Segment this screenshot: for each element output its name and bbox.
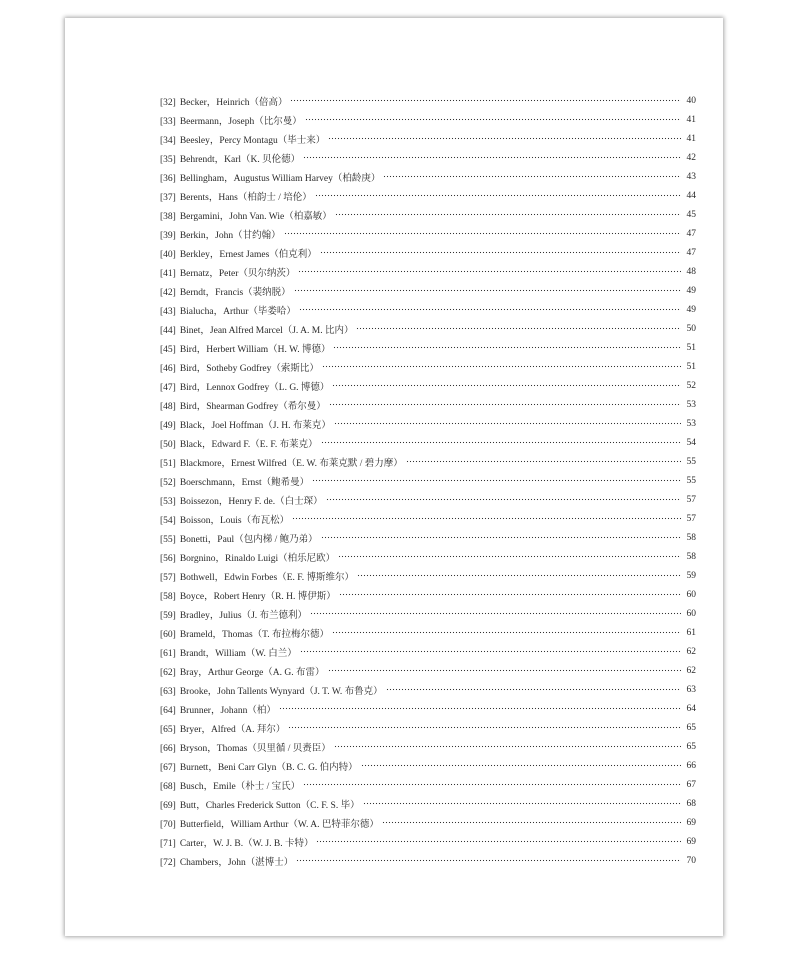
toc-entry-title: Brandt，William（W. 白兰）: [179, 648, 297, 659]
toc-entry: [160, 433, 696, 452]
toc-entry: [160, 243, 696, 262]
toc-entry-page-number: 54: [686, 437, 696, 448]
toc-entry-number: [51]: [160, 458, 176, 469]
toc-entry-label: [160, 455, 403, 469]
toc-entry-title: Bird，Shearman Godfrey（希尔曼）: [179, 401, 326, 412]
toc-entry: [160, 490, 696, 509]
toc-entry-title: Boisson，Louis（布瓦松）: [179, 515, 290, 526]
toc-entry-label: [160, 854, 293, 868]
toc-entry-page-number: 68: [686, 798, 696, 809]
toc-entry-page-number: 58: [686, 532, 696, 543]
dot-leader: [332, 382, 681, 390]
toc-entry-label: [160, 550, 335, 564]
toc-entry-number: [35]: [160, 154, 176, 165]
toc-entry-number: [41]: [160, 268, 176, 279]
toc-entry-label: [160, 721, 285, 735]
toc-entry-title: Carter，W. J. B.（W. J. B. 卡特）: [179, 838, 314, 849]
dot-leader: [382, 819, 681, 827]
dot-leader: [326, 496, 681, 504]
toc-entry-page-number: 41: [686, 114, 696, 125]
dot-leader: [310, 610, 681, 618]
toc-entry-label: [160, 531, 318, 545]
toc-entry-number: [36]: [160, 173, 176, 184]
toc-entry-number: [34]: [160, 135, 176, 146]
toc-entry-title: Brooke，John Tallents Wynyard（J. T. W. 布鲁克）: [179, 686, 383, 697]
toc-entry-number: [44]: [160, 325, 176, 336]
toc-entry-number: [59]: [160, 610, 176, 621]
dot-leader: [339, 591, 681, 599]
toc-entry: [160, 452, 696, 471]
toc-entry-label: [160, 702, 276, 716]
toc-entry-label: [160, 284, 291, 298]
toc-entry-page-number: 43: [686, 171, 696, 182]
toc-entry: [160, 661, 696, 680]
dot-leader: [329, 401, 681, 409]
dot-leader: [303, 154, 681, 162]
dot-leader: [300, 648, 681, 656]
toc-entry-label: [160, 683, 383, 697]
toc-entry-title: Bialucha，Arthur（毕娄哈）: [179, 306, 296, 317]
toc-entry-page-number: 51: [686, 361, 696, 372]
toc-entry-page-number: 45: [686, 209, 696, 220]
toc-entry-page-number: 50: [686, 323, 696, 334]
toc-entry-number: [62]: [160, 667, 176, 678]
toc-entry-number: [48]: [160, 401, 176, 412]
dot-leader: [383, 173, 681, 181]
toc-entry: [160, 319, 696, 338]
toc-entry-number: [38]: [160, 211, 176, 222]
toc-entry: [160, 357, 696, 376]
toc-entry-label: [160, 360, 319, 374]
dot-leader: [386, 686, 681, 694]
toc-entry: [160, 851, 696, 870]
toc-entry: [160, 813, 696, 832]
toc-entry-label: [160, 113, 302, 127]
toc-entry: [160, 642, 696, 661]
toc-entry: [160, 414, 696, 433]
toc-entry-label: [160, 512, 289, 526]
toc-entry-number: [69]: [160, 800, 176, 811]
dot-leader: [321, 439, 681, 447]
toc-entry-number: [56]: [160, 553, 176, 564]
toc-entry-title: Black，Joel Hoffman（J. H. 布莱克）: [179, 420, 331, 431]
toc-entry-number: [37]: [160, 192, 176, 203]
toc-entry-title: Bird，Lennox Godfrey（L. G. 博德）: [179, 382, 330, 393]
toc-entry-number: [72]: [160, 857, 176, 868]
toc-entry-number: [66]: [160, 743, 176, 754]
toc-entry-label: [160, 759, 358, 773]
toc-entry-page-number: 62: [686, 646, 696, 657]
toc-entry-label: [160, 151, 300, 165]
toc-entry-number: [43]: [160, 306, 176, 317]
toc-entry-label: [160, 816, 379, 830]
toc-entry-title: Bird，Sotheby Godfrey（索斯比）: [179, 363, 319, 374]
toc-entry-title: Boissezon，Henry F. de.（白士琛）: [179, 496, 323, 507]
toc-entry-title: Borgnino，Rinaldo Luigi（柏乐尼欧）: [179, 553, 336, 564]
toc-entry-page-number: 42: [686, 152, 696, 163]
toc-entry-label: [160, 645, 297, 659]
dot-leader: [328, 135, 681, 143]
toc-entry: [160, 110, 696, 129]
toc-entry-title: Berkin，John（甘约翰）: [179, 230, 281, 241]
toc-entry-number: [71]: [160, 838, 176, 849]
toc-entry-number: [53]: [160, 496, 176, 507]
toc-entry-title: Berents，Hans（柏韵士 / 培伦）: [179, 192, 312, 203]
toc-entry-page-number: 47: [686, 228, 696, 239]
toc-entry: [160, 338, 696, 357]
toc-entry-title: Bird，Herbert William（H. W. 博德）: [179, 344, 331, 355]
toc-entry-page-number: 65: [686, 722, 696, 733]
dot-leader: [334, 743, 681, 751]
toc-entry: [160, 300, 696, 319]
toc-entry-title: Bothwell，Edwin Forbes（E. F. 博斯维尔）: [179, 572, 355, 583]
toc-entry-number: [58]: [160, 591, 176, 602]
toc-entry: [160, 699, 696, 718]
toc-entry-label: [160, 778, 300, 792]
toc-entry-number: [54]: [160, 515, 176, 526]
dot-leader: [279, 705, 681, 713]
document-page: [65, 18, 723, 936]
toc-entry-label: [160, 474, 309, 488]
toc-entry-page-number: 41: [686, 133, 696, 144]
toc-entry-label: [160, 341, 330, 355]
toc-entry-page-number: 67: [686, 779, 696, 790]
toc-entry: [160, 395, 696, 414]
toc-entry-label: [160, 436, 318, 450]
dot-leader: [299, 306, 681, 314]
toc-entry-page-number: 69: [686, 836, 696, 847]
toc-entry-page-number: 55: [686, 475, 696, 486]
toc-entry-number: [57]: [160, 572, 176, 583]
dot-leader: [296, 857, 681, 865]
toc-entry-label: [160, 132, 325, 146]
toc-entry: [160, 509, 696, 528]
dot-leader: [290, 97, 681, 105]
dot-leader: [332, 629, 681, 637]
toc-entry-label: [160, 227, 281, 241]
toc-entry-label: [160, 607, 307, 621]
toc-entry-number: [67]: [160, 762, 176, 773]
toc-entry-label: [160, 170, 380, 184]
dot-leader: [322, 363, 681, 371]
toc-entry: [160, 756, 696, 775]
toc-entry-title: Brameld，Thomas（T. 布拉梅尔德）: [179, 629, 329, 640]
toc-entry-title: Beermann，Joseph（比尔曼）: [179, 116, 302, 127]
toc-entry-number: [65]: [160, 724, 176, 735]
toc-entry-title: Bradley，Julius（J. 布兰德利）: [179, 610, 308, 621]
toc-entry-page-number: 59: [686, 570, 696, 581]
toc-entry-page-number: 58: [686, 551, 696, 562]
toc-entry: [160, 471, 696, 490]
toc-entry-label: [160, 588, 336, 602]
toc-entry-page-number: 47: [686, 247, 696, 258]
toc-entry-title: Behrendt，Karl（K. 贝伦德）: [179, 154, 301, 165]
toc-entry-title: Butterfield，William Arthur（W. A. 巴特菲尔德）: [179, 819, 379, 830]
toc-entry-title: Blackmore，Ernest Wilfred（E. W. 布莱克默 / 碧力摩）: [179, 458, 403, 469]
toc-entry-number: [70]: [160, 819, 176, 830]
toc-entry-number: [61]: [160, 648, 176, 659]
toc-entry-title: Berndt，Francis（裴纳脱）: [179, 287, 291, 298]
toc-entry: [160, 604, 696, 623]
dot-leader: [303, 781, 681, 789]
toc-entry-page-number: 57: [686, 494, 696, 505]
toc-entry-page-number: 53: [686, 418, 696, 429]
toc-entry: [160, 718, 696, 737]
toc-entry-title: Brunner，Johann（柏）: [179, 705, 276, 716]
toc-entry: [160, 585, 696, 604]
toc-entry-page-number: 63: [686, 684, 696, 695]
toc-entry-title: Chambers，John（湛博士）: [179, 857, 294, 868]
toc-entry-page-number: 44: [686, 190, 696, 201]
toc-entry-number: [49]: [160, 420, 176, 431]
toc-entry-number: [63]: [160, 686, 176, 697]
toc-entry-title: Beesley，Percy Montagu（毕士来）: [179, 135, 326, 146]
toc-entry: [160, 680, 696, 699]
toc-entry-number: [60]: [160, 629, 176, 640]
toc-entry-page-number: 60: [686, 608, 696, 619]
toc-entry-title: Black，Edward F.（E. F. 布莱克）: [179, 439, 318, 450]
toc-entry-title: Busch，Emile（朴士 / 宝氏）: [179, 781, 301, 792]
toc-entry-number: [47]: [160, 382, 176, 393]
toc-entry-label: [160, 246, 317, 260]
toc-entry: [160, 281, 696, 300]
dot-leader: [305, 116, 681, 124]
dot-leader: [406, 458, 681, 466]
toc-entry: [160, 528, 696, 547]
toc-entry: [160, 129, 696, 148]
toc-entry-title: Boyce，Robert Henry（R. H. 博伊斯）: [179, 591, 336, 602]
toc-entry-number: [55]: [160, 534, 176, 545]
toc-entry-title: Bonetti，Paul（包内梯 / 鲍乃弟）: [179, 534, 318, 545]
toc-entry-page-number: 48: [686, 266, 696, 277]
toc-entry-title: Bernatz，Peter（贝尔纳茨）: [179, 268, 296, 279]
dot-leader: [316, 838, 681, 846]
toc-entry: [160, 566, 696, 585]
toc-entry: [160, 186, 696, 205]
toc-entry-label: [160, 398, 326, 412]
dot-leader: [334, 420, 681, 428]
toc-entry-title: Bergamini，John Van. Wie（柏嘉敏）: [179, 211, 332, 222]
toc-entry-label: [160, 664, 325, 678]
toc-entry-number: [45]: [160, 344, 176, 355]
toc-entry-number: [40]: [160, 249, 176, 260]
toc-entry-number: [68]: [160, 781, 176, 792]
toc-entry-number: [50]: [160, 439, 176, 450]
table-of-contents: [160, 91, 696, 870]
toc-entry-label: [160, 208, 332, 222]
toc-entry-number: [46]: [160, 363, 176, 374]
dot-leader: [356, 325, 681, 333]
toc-entry-number: [52]: [160, 477, 176, 488]
toc-entry-page-number: 61: [686, 627, 696, 638]
toc-entry-title: Burnett，Beni Carr Glyn（B. C. G. 伯内特）: [179, 762, 358, 773]
toc-entry-page-number: 66: [686, 760, 696, 771]
toc-entry: [160, 794, 696, 813]
toc-entry: [160, 832, 696, 851]
toc-entry-label: [160, 265, 295, 279]
toc-entry: [160, 547, 696, 566]
toc-entry: [160, 224, 696, 243]
dot-leader: [288, 724, 681, 732]
toc-entry-title: Butt，Charles Frederick Sutton（C. F. S. 毕）: [179, 800, 360, 811]
toc-entry-page-number: 49: [686, 304, 696, 315]
dot-leader: [292, 515, 681, 523]
toc-entry: [160, 376, 696, 395]
toc-entry-number: [39]: [160, 230, 176, 241]
toc-entry: [160, 262, 696, 281]
toc-entry-label: [160, 626, 329, 640]
toc-entry: [160, 205, 696, 224]
toc-entry-label: [160, 379, 329, 393]
toc-entry-label: [160, 740, 331, 754]
dot-leader: [284, 230, 681, 238]
toc-entry-label: [160, 303, 296, 317]
toc-entry-page-number: 69: [686, 817, 696, 828]
toc-entry-page-number: 52: [686, 380, 696, 391]
dot-leader: [321, 534, 681, 542]
toc-entry-page-number: 57: [686, 513, 696, 524]
dot-leader: [312, 477, 681, 485]
toc-entry-page-number: 70: [686, 855, 696, 866]
dot-leader: [298, 268, 681, 276]
toc-entry: [160, 775, 696, 794]
toc-entry-page-number: 60: [686, 589, 696, 600]
toc-entry-number: [33]: [160, 116, 176, 127]
toc-entry-title: Bellingham，Augustus William Harvey（柏龄庚）: [179, 173, 381, 184]
toc-entry: [160, 91, 696, 110]
toc-entry-page-number: 55: [686, 456, 696, 467]
toc-entry-label: [160, 189, 312, 203]
toc-entry-title: Becker，Heinrich（倍高）: [179, 97, 288, 108]
toc-entry-title: Berkley，Ernest James（伯克利）: [179, 249, 317, 260]
toc-entry-page-number: 49: [686, 285, 696, 296]
toc-entry-title: Binet，Jean Alfred Marcel（J. A. M. 比内）: [179, 325, 354, 336]
dot-leader: [315, 192, 681, 200]
toc-entry-title: Bryer，Alfred（A. 拜尔）: [179, 724, 286, 735]
toc-entry-label: [160, 94, 287, 108]
dot-leader: [320, 249, 681, 257]
toc-entry-title: Boerschmann，Ernst（鲍希曼）: [179, 477, 310, 488]
toc-entry-number: [42]: [160, 287, 176, 298]
dot-leader: [328, 667, 681, 675]
toc-entry-label: [160, 322, 353, 336]
toc-entry-label: [160, 493, 323, 507]
toc-entry: [160, 623, 696, 642]
dot-leader: [335, 211, 681, 219]
dot-leader: [361, 762, 681, 770]
toc-entry-label: [160, 835, 313, 849]
toc-entry-page-number: 53: [686, 399, 696, 410]
toc-entry: [160, 737, 696, 756]
toc-entry-label: [160, 569, 354, 583]
toc-entry: [160, 148, 696, 167]
dot-leader: [294, 287, 681, 295]
dot-leader: [363, 800, 681, 808]
dot-leader: [357, 572, 681, 580]
toc-entry-page-number: 64: [686, 703, 696, 714]
toc-entry-page-number: 65: [686, 741, 696, 752]
toc-entry-page-number: 51: [686, 342, 696, 353]
toc-entry-title: Bray，Arthur George（A. G. 布雷）: [179, 667, 325, 678]
toc-entry-number: [32]: [160, 97, 176, 108]
toc-entry-label: [160, 417, 331, 431]
dot-leader: [333, 344, 681, 352]
toc-entry: [160, 167, 696, 186]
toc-entry-page-number: 62: [686, 665, 696, 676]
dot-leader: [338, 553, 681, 561]
toc-entry-number: [64]: [160, 705, 176, 716]
toc-entry-page-number: 40: [686, 95, 696, 106]
toc-entry-label: [160, 797, 360, 811]
toc-entry-title: Bryson，Thomas（贝里循 / 贝赉臣）: [179, 743, 331, 754]
